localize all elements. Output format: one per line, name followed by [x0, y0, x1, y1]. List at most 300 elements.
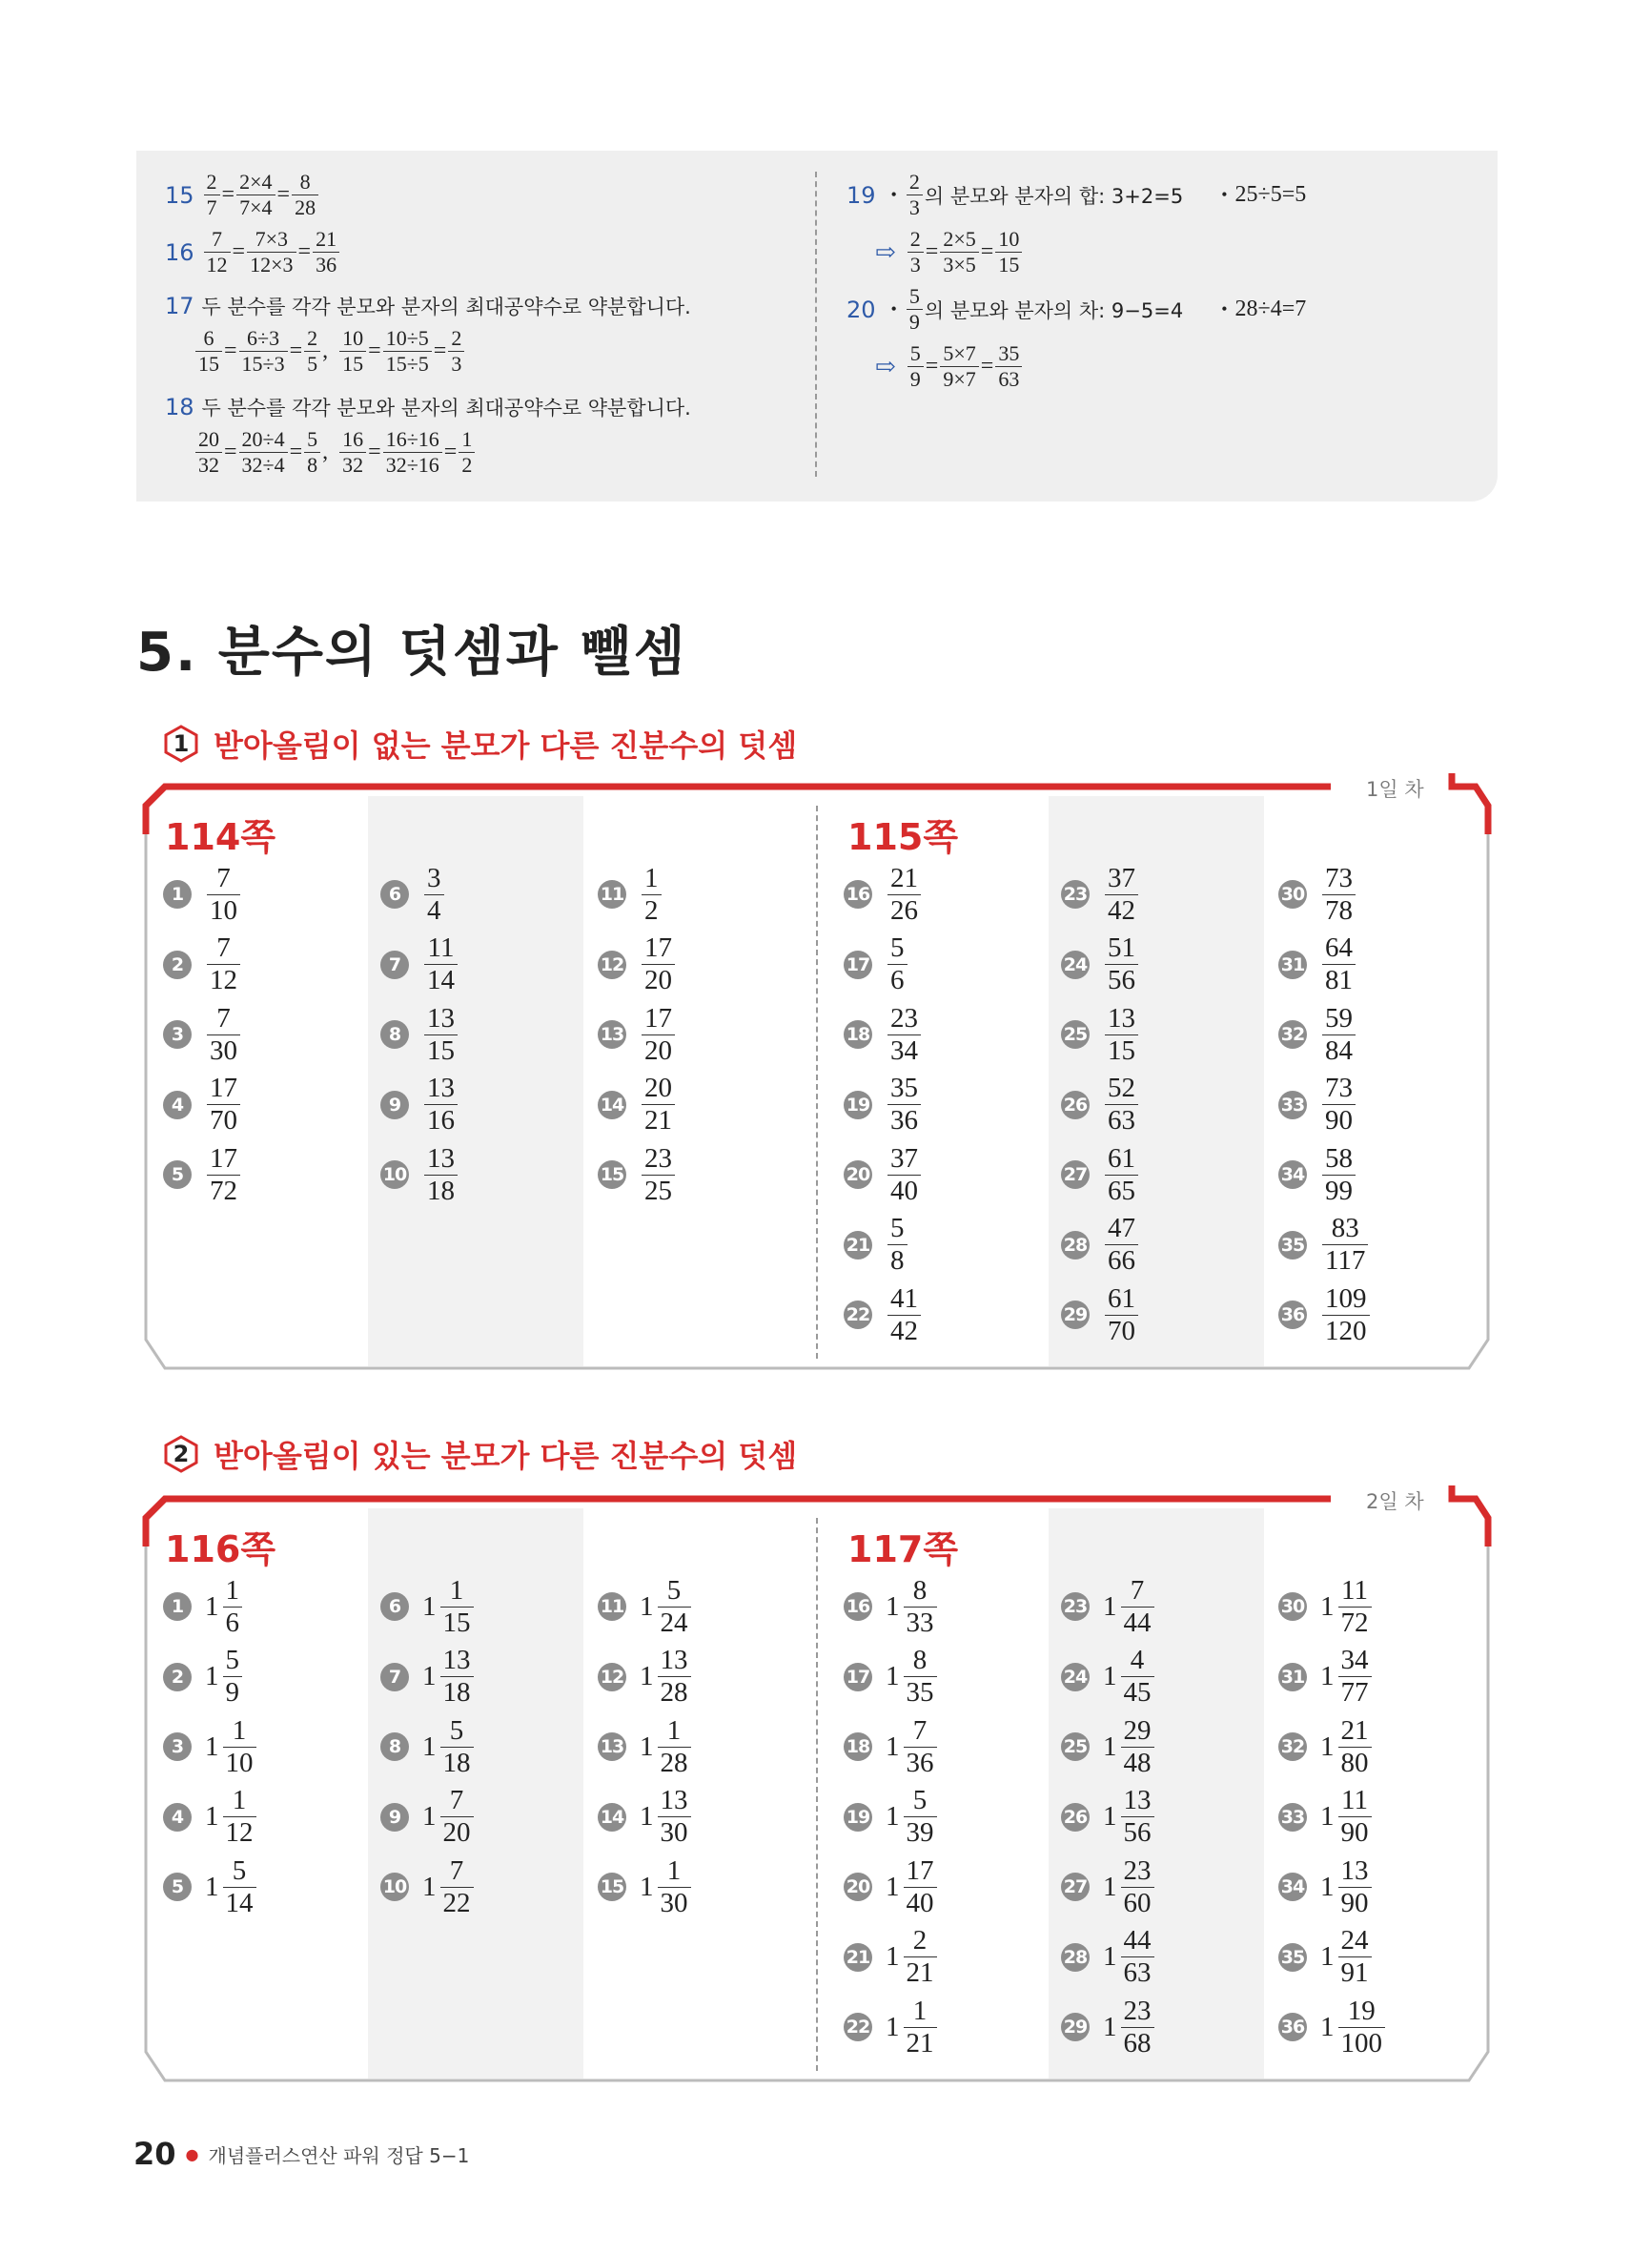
answer-number: 33	[1278, 1091, 1307, 1119]
answer-fraction: 21 26	[887, 865, 921, 925]
answer-fraction: 5 18	[440, 1717, 474, 1777]
answer-number: 6	[380, 880, 409, 909]
problem-19-work: ⇨ $\frac{2}{3}$ = $\frac{2\times 5}{3\times 5}$ = $\frac{10}{15}$	[875, 229, 1024, 276]
answer-item	[380, 1141, 459, 1208]
problem-number: 15	[165, 181, 194, 209]
answer-number: 16	[844, 880, 872, 909]
whole-number: 1	[640, 1731, 654, 1762]
whole-number: 1	[886, 2011, 900, 2042]
answer-number: 4	[163, 1091, 192, 1119]
answer-item	[1061, 1854, 1156, 1920]
answer-item	[1061, 1994, 1156, 2060]
page-label-left: 114쪽	[165, 816, 276, 858]
answer-number: 1	[163, 880, 192, 909]
answer-fraction: 3 4	[424, 865, 444, 925]
answer-fraction: 37 40	[887, 1145, 921, 1205]
problem-number: 17	[165, 293, 194, 319]
page-divider	[816, 1518, 818, 2071]
answer-item	[1061, 861, 1140, 928]
whole-number: 1	[886, 1941, 900, 1972]
answer-item	[1278, 1713, 1374, 1780]
equals: =	[276, 182, 291, 207]
answer-item	[380, 861, 446, 928]
answer-fraction: 1 6	[223, 1577, 243, 1637]
whole-number: 1	[422, 1801, 437, 1832]
answer-number: 26	[1061, 1091, 1090, 1119]
answer-number: 5	[163, 1160, 192, 1189]
answer-number: 23	[1061, 1592, 1090, 1621]
extra-calc: 28÷4=7	[1234, 297, 1307, 321]
answer-item	[1278, 1573, 1374, 1640]
answer-fraction: 7 30	[207, 1005, 240, 1065]
whole-number: 1	[886, 1590, 900, 1622]
fraction: $\frac{8}{28}$	[292, 172, 318, 218]
answer-fraction: 20 21	[642, 1075, 675, 1135]
answer-fraction: 8 33	[904, 1577, 937, 1637]
answer-fraction: 23 68	[1121, 1997, 1154, 2058]
answer-fraction: 5 9	[223, 1647, 243, 1707]
answer-number: 18	[844, 1732, 872, 1761]
answer-number: 9	[380, 1803, 409, 1832]
answer-item	[380, 1713, 476, 1780]
answer-number: 22	[844, 2013, 872, 2041]
whole-number: 1	[1103, 1731, 1117, 1762]
answer-item	[163, 861, 242, 928]
answer-number: 34	[1278, 1873, 1307, 1901]
answer-number: 32	[1278, 1732, 1307, 1761]
answer-fraction: 59 84	[1322, 1005, 1356, 1065]
answer-number: 2	[163, 1663, 192, 1691]
answer-number: 29	[1061, 2013, 1090, 2041]
answer-fraction: 13 16	[424, 1075, 458, 1135]
answer-fraction: 11 14	[424, 934, 458, 994]
answer-item	[844, 1644, 939, 1710]
answer-item	[598, 1713, 693, 1780]
answer-item	[1061, 932, 1140, 998]
answer-item	[1061, 1072, 1140, 1138]
answer-fraction: 47 66	[1105, 1215, 1138, 1275]
problem-15	[165, 172, 320, 218]
answer-number: 10	[380, 1160, 409, 1189]
answer-item	[163, 1644, 244, 1710]
answer-fraction: 37 42	[1105, 865, 1138, 925]
answer-item	[1061, 1212, 1140, 1279]
answer-number: 30	[1278, 880, 1307, 909]
page-label-right: 117쪽	[847, 1528, 959, 1570]
answer-number: 9	[380, 1091, 409, 1119]
answer-item	[1278, 1644, 1374, 1710]
answer-fraction: 7 10	[207, 865, 240, 925]
answer-item	[598, 1573, 693, 1640]
problem-20-work: ⇨ $\frac{5}{9}$ = $\frac{5\times 7}{9\times 7}$ = $\frac{35}{63}$	[875, 343, 1024, 390]
problem-18	[165, 393, 691, 421]
answer-item	[380, 1784, 476, 1851]
answer-fraction: 61 70	[1105, 1285, 1138, 1345]
problem-17-work: $\frac{6}{15}$ = $\frac{6\div 3}{15\div 3}$ = $\frac{2}{5}$ , $\frac{10}{15}$ = $\frac{10\div 5}{15\div 5}$ = $\frac{2}{3}$	[194, 328, 466, 375]
answer-item	[163, 1713, 258, 1780]
bullet-icon: ●	[185, 2144, 199, 2163]
explanation-text: 두 분수를 각각 분모와 분자의 최대공약수로 약분합니다.	[201, 296, 691, 318]
whole-number: 1	[1320, 1941, 1335, 1972]
answer-item	[844, 1072, 923, 1138]
answer-number: 22	[844, 1301, 872, 1329]
answer-number: 12	[598, 951, 626, 979]
whole-number: 1	[1320, 2011, 1335, 2042]
explanation-text: 두 분수를 각각 분모와 분자의 최대공약수로 약분합니다.	[201, 397, 691, 420]
answer-number: 35	[1278, 1943, 1307, 1972]
answer-number: 31	[1278, 1663, 1307, 1691]
answer-item	[1278, 932, 1357, 998]
answer-fraction: 1 10	[223, 1717, 256, 1777]
answer-fraction: 61 65	[1105, 1145, 1138, 1205]
answer-item	[163, 1072, 242, 1138]
answer-fraction: 51 56	[1105, 934, 1138, 994]
answer-fraction: 23 25	[642, 1145, 675, 1205]
problem-19: 19 • 2 3 의 분모와 분자의 합: 3+2=5 • 25÷5=5	[846, 170, 1307, 219]
equals: =	[221, 182, 235, 207]
answer-fraction: 1 2	[642, 865, 662, 925]
whole-number: 1	[886, 1661, 900, 1691]
answer-fraction: 41 42	[887, 1285, 921, 1345]
whole-number: 1	[205, 1590, 219, 1622]
answer-number: 11	[598, 880, 626, 909]
fraction: $\frac{2\times 4}{7\times 4}$	[236, 172, 275, 218]
answer-number: 11	[598, 1592, 626, 1621]
whole-number: 1	[640, 1590, 654, 1622]
answer-number: 25	[1061, 1020, 1090, 1049]
answer-item	[1061, 1924, 1156, 1991]
answer-number: 7	[380, 951, 409, 979]
answer-item	[1278, 1212, 1370, 1279]
answer-fraction: 73 78	[1322, 865, 1356, 925]
answer-number: 24	[1061, 1663, 1090, 1691]
answer-fraction: 13 18	[440, 1647, 474, 1707]
answer-item	[844, 1994, 939, 2060]
answer-fraction: 13 90	[1338, 1857, 1372, 1917]
answer-number: 17	[844, 951, 872, 979]
answer-item	[1061, 1141, 1140, 1208]
answer-item	[598, 1854, 693, 1920]
answer-fraction: 58 99	[1322, 1145, 1356, 1205]
column-divider	[815, 172, 817, 477]
answer-number: 13	[598, 1020, 626, 1049]
whole-number: 1	[886, 1731, 900, 1762]
whole-number: 1	[1320, 1661, 1335, 1691]
answer-panel-2	[136, 1480, 1498, 2090]
answer-number: 10	[380, 1873, 409, 1901]
whole-number: 1	[886, 1871, 900, 1902]
fraction: $\frac{21}{36}$	[313, 229, 339, 276]
extra-calc: 25÷5=5	[1234, 182, 1307, 207]
answer-item	[163, 932, 242, 998]
whole-number: 1	[1103, 1661, 1117, 1691]
answer-fraction: 17 20	[642, 1005, 675, 1065]
answer-fraction: 17 72	[207, 1145, 240, 1205]
answer-item	[844, 1001, 923, 1068]
answer-item	[380, 1854, 476, 1920]
answer-fraction: 109 120	[1322, 1285, 1370, 1345]
answer-fraction: 11 90	[1338, 1787, 1372, 1847]
answer-item	[163, 1854, 258, 1920]
whole-number: 1	[422, 1871, 437, 1902]
answer-fraction: 23 60	[1121, 1857, 1154, 1917]
whole-number: 1	[886, 1801, 900, 1832]
answer-fraction: 35 36	[887, 1075, 921, 1135]
answer-number: 27	[1061, 1160, 1090, 1189]
answer-number: 5	[163, 1873, 192, 1901]
whole-number: 1	[205, 1661, 219, 1691]
hexagon-number-icon: 1	[162, 725, 200, 763]
answer-number: 23	[1061, 880, 1090, 909]
arrow-icon: ⇨	[875, 352, 896, 380]
answer-item	[1278, 1072, 1357, 1138]
answer-item	[1278, 1924, 1374, 1991]
answer-number: 6	[380, 1592, 409, 1621]
answer-fraction: 17 70	[207, 1075, 240, 1135]
answer-number: 14	[598, 1091, 626, 1119]
answer-number: 2	[163, 951, 192, 979]
answer-fraction: 13 18	[424, 1145, 458, 1205]
answer-number: 15	[598, 1873, 626, 1901]
problem-number: 20	[846, 296, 876, 323]
answer-fraction: 11 72	[1338, 1577, 1372, 1637]
answer-number: 3	[163, 1020, 192, 1049]
whole-number: 1	[1320, 1590, 1335, 1622]
whole-number: 1	[640, 1871, 654, 1902]
page-number: 20	[133, 2136, 176, 2172]
answer-fraction: 4 45	[1121, 1647, 1154, 1707]
whole-number: 1	[422, 1731, 437, 1762]
problem-16	[165, 229, 341, 276]
answer-item	[1278, 861, 1357, 928]
section-title: 받아올림이 있는 분모가 다른 진분수의 덧셈	[214, 1438, 798, 1474]
answer-fraction: 34 77	[1338, 1647, 1372, 1707]
answer-number: 15	[598, 1160, 626, 1189]
answer-fraction: 5 14	[223, 1857, 256, 1917]
answer-fraction: 5 24	[658, 1577, 691, 1637]
answer-fraction: 19 100	[1338, 1997, 1386, 2058]
answer-item	[598, 1141, 677, 1208]
whole-number: 1	[205, 1871, 219, 1902]
answer-item	[380, 1001, 459, 1068]
answer-fraction: 44 63	[1121, 1927, 1154, 1987]
answer-fraction: 21 80	[1338, 1717, 1372, 1777]
answer-item	[844, 1141, 923, 1208]
answer-fraction: 23 34	[887, 1005, 921, 1065]
whole-number: 1	[205, 1801, 219, 1832]
answer-number: 24	[1061, 951, 1090, 979]
answer-item	[163, 1784, 258, 1851]
answer-number: 20	[844, 1160, 872, 1189]
page-footer	[133, 2136, 469, 2172]
answer-item	[844, 1573, 939, 1640]
answer-number: 8	[380, 1020, 409, 1049]
answer-item	[163, 1573, 244, 1640]
day-label: 2일 차	[1366, 1490, 1424, 1513]
answer-item	[844, 1713, 939, 1780]
day-label: 1일 차	[1366, 778, 1424, 801]
answer-item	[1278, 1784, 1374, 1851]
section-title: 받아올림이 없는 분모가 다른 진분수의 덧셈	[214, 727, 798, 764]
answer-item	[1278, 1001, 1357, 1068]
section-1-header	[162, 722, 797, 766]
answer-number: 3	[163, 1732, 192, 1761]
whole-number: 1	[205, 1731, 219, 1762]
answer-fraction: 5 6	[887, 934, 908, 994]
answer-fraction: 7 12	[207, 934, 240, 994]
whole-number: 1	[1103, 2011, 1117, 2042]
answer-fraction: 7 44	[1121, 1577, 1154, 1637]
answer-fraction: 13 28	[658, 1647, 691, 1707]
answer-item	[1061, 1281, 1140, 1348]
answer-number: 16	[844, 1592, 872, 1621]
answer-fraction: 7 22	[440, 1857, 474, 1917]
answer-fraction: 73 90	[1322, 1075, 1356, 1135]
answer-item	[1061, 1713, 1156, 1780]
whole-number: 1	[1320, 1731, 1335, 1762]
whole-number: 1	[640, 1801, 654, 1832]
explanation-text: 의 분모와 분자의 차: 9−5=4	[924, 298, 1184, 322]
answer-fraction: 1 28	[658, 1717, 691, 1777]
explanation-box	[136, 151, 1498, 502]
equals: =	[232, 239, 246, 264]
whole-number: 1	[1320, 1871, 1335, 1902]
answer-fraction: 1 15	[440, 1577, 474, 1637]
answer-number: 35	[1278, 1231, 1307, 1260]
answer-fraction: 1 12	[223, 1787, 256, 1847]
answer-number: 12	[598, 1663, 626, 1691]
answer-number: 28	[1061, 1231, 1090, 1260]
answer-item	[1278, 1994, 1387, 2060]
whole-number: 1	[1103, 1941, 1117, 1972]
whole-number: 1	[1320, 1801, 1335, 1832]
answer-fraction: 1 21	[904, 1997, 937, 2058]
answer-fraction: 13 56	[1121, 1787, 1154, 1847]
whole-number: 1	[422, 1590, 437, 1622]
answer-item	[1061, 1001, 1140, 1068]
answer-fraction: 7 20	[440, 1787, 474, 1847]
answer-item	[163, 1141, 242, 1208]
answer-number: 21	[844, 1231, 872, 1260]
answer-number: 8	[380, 1732, 409, 1761]
answer-item	[380, 1573, 476, 1640]
answer-number: 29	[1061, 1301, 1090, 1329]
answer-item	[598, 1644, 693, 1710]
page-label-left: 116쪽	[165, 1528, 276, 1570]
page-label-right: 115쪽	[847, 816, 959, 858]
answer-number: 7	[380, 1663, 409, 1691]
answer-fraction: 64 81	[1322, 934, 1356, 994]
answer-item	[1278, 1854, 1374, 1920]
answer-item	[844, 1281, 923, 1348]
answer-number: 20	[844, 1873, 872, 1901]
answer-number: 26	[1061, 1803, 1090, 1832]
answer-number: 19	[844, 1803, 872, 1832]
answer-item	[1061, 1784, 1156, 1851]
problem-17	[165, 292, 691, 320]
answer-item	[380, 932, 459, 998]
whole-number: 1	[1103, 1590, 1117, 1622]
answer-number: 30	[1278, 1592, 1307, 1621]
problem-number: 16	[165, 238, 194, 266]
explanation-text: 의 분모와 분자의 합: 3+2=5	[924, 184, 1184, 208]
fraction: $\frac{2}{7}$	[204, 172, 220, 218]
answer-item	[598, 1001, 677, 1068]
answer-fraction: 52 63	[1105, 1075, 1138, 1135]
problem-20: 20 • 5 9 의 분모와 분자의 차: 9−5=4 • 28÷4=7	[846, 284, 1307, 334]
hexagon-number-icon: 2	[162, 1435, 200, 1473]
answer-item	[1278, 1141, 1357, 1208]
answer-item	[163, 1001, 242, 1068]
answer-fraction: 24 91	[1338, 1927, 1372, 1987]
section-2-header	[162, 1432, 797, 1476]
answer-item	[598, 861, 663, 928]
answer-item	[844, 932, 909, 998]
answer-number: 13	[598, 1732, 626, 1761]
answer-number: 36	[1278, 2013, 1307, 2041]
whole-number: 1	[422, 1661, 437, 1691]
answer-item	[844, 1854, 939, 1920]
answer-fraction: 13 15	[424, 1005, 458, 1065]
equals: =	[297, 239, 312, 264]
answer-item	[844, 861, 923, 928]
answer-number: 4	[163, 1803, 192, 1832]
answer-fraction: 17 20	[642, 934, 675, 994]
fraction: $\frac{7}{12}$	[204, 229, 231, 276]
whole-number: 1	[640, 1661, 654, 1691]
answer-number: 32	[1278, 1020, 1307, 1049]
answer-item	[844, 1924, 939, 1991]
answer-number: 18	[844, 1020, 872, 1049]
answer-item	[844, 1212, 909, 1279]
answer-fraction: 83 117	[1322, 1215, 1368, 1275]
chapter-title: 5. 분수의 덧셈과 뺄셈	[136, 622, 687, 684]
answer-fraction: 29 48	[1121, 1717, 1154, 1777]
answer-number: 28	[1061, 1943, 1090, 1972]
answer-item	[598, 1784, 693, 1851]
answer-number: 27	[1061, 1873, 1090, 1901]
problem-number: 19	[846, 181, 876, 209]
fraction: $\frac{7\times 3}{12\times 3}$	[247, 229, 296, 276]
answer-number: 25	[1061, 1732, 1090, 1761]
answer-number: 33	[1278, 1803, 1307, 1832]
answer-item	[598, 932, 677, 998]
arrow-icon: ⇨	[875, 237, 896, 266]
answer-item	[1061, 1573, 1156, 1640]
answer-item	[1061, 1644, 1156, 1710]
answer-item	[380, 1072, 459, 1138]
answer-fraction: 8 35	[904, 1647, 937, 1707]
answer-item	[1278, 1281, 1372, 1348]
answer-number: 17	[844, 1663, 872, 1691]
answer-fraction: 2 21	[904, 1927, 937, 1987]
answer-item	[844, 1784, 939, 1851]
answer-number: 1	[163, 1592, 192, 1621]
answer-item	[598, 1072, 677, 1138]
answer-item	[380, 1644, 476, 1710]
answer-fraction: 5 8	[887, 1215, 908, 1275]
page-divider	[816, 806, 818, 1359]
whole-number: 1	[1103, 1871, 1117, 1902]
answer-fraction: 1 30	[658, 1857, 691, 1917]
whole-number: 1	[1103, 1801, 1117, 1832]
problem-number: 18	[165, 394, 194, 420]
answer-panel-1	[136, 768, 1498, 1378]
answer-number: 34	[1278, 1160, 1307, 1189]
answer-number: 31	[1278, 951, 1307, 979]
answer-fraction: 5 39	[904, 1787, 937, 1847]
problem-18-work: $\frac{20}{32}$ = $\frac{20\div 4}{32\div 4}$ = $\frac{5}{8}$ , $\frac{16}{32}$ = $\frac{16\div 16}{32\div 16}$ = $\frac{1}{2}$	[194, 429, 477, 476]
